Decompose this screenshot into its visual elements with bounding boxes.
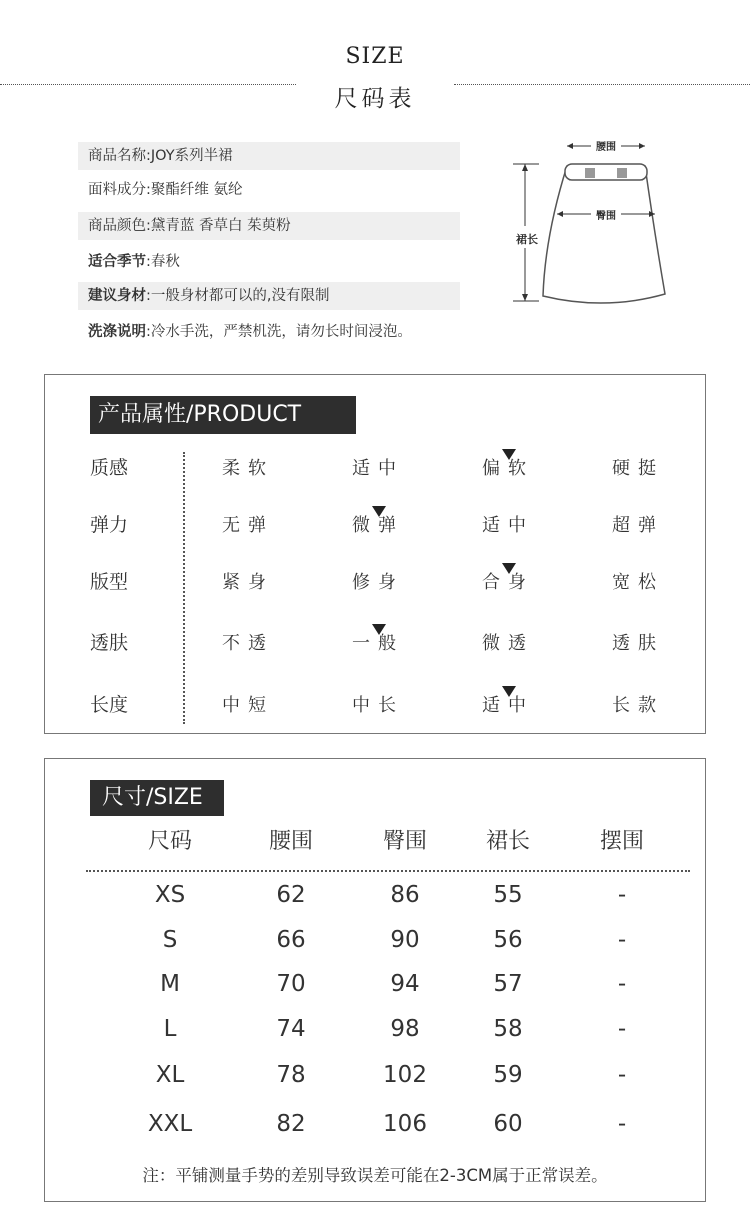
info-row: [78, 142, 460, 170]
table-cell: 86: [390, 882, 420, 908]
info-key: 面料成分: [88, 182, 146, 198]
attribute-option: 紧身: [222, 572, 274, 593]
info-value: JOY系列半裙: [150, 148, 233, 164]
table-cell: 62: [276, 882, 306, 908]
info-value: 聚酯纤维 氨纶: [150, 182, 243, 198]
selected-marker-icon: [502, 563, 516, 574]
info-row: [78, 176, 243, 204]
info-value: 一般身材都可以的,没有限制: [150, 288, 330, 304]
info-key: 洗涤说明: [88, 324, 146, 340]
info-row: [78, 248, 180, 276]
table-cell: -: [617, 882, 627, 908]
column-header: 尺码: [147, 829, 192, 854]
info-separator: :: [146, 218, 151, 234]
column-header: 裙长: [485, 829, 530, 854]
table-cell: XL: [155, 1062, 185, 1088]
attribute-label: 长度: [90, 694, 129, 716]
skirt-measurement-diagram: [505, 126, 675, 316]
attribute-option: 偏软: [482, 458, 534, 479]
length-label: 裙长: [516, 233, 538, 246]
attribute-label: 透肤: [90, 632, 129, 654]
info-value: 黛青蓝 香草白 茱萸粉: [150, 218, 291, 234]
table-cell: 90: [390, 927, 420, 953]
table-cell: 94: [390, 971, 420, 997]
info-value: 春秋: [150, 254, 180, 270]
table-cell: 55: [493, 882, 523, 908]
info-key: 适合季节: [88, 254, 146, 270]
attribute-option: 长款: [612, 695, 664, 716]
table-cell: -: [617, 1062, 627, 1088]
table-cell: 60: [493, 1111, 523, 1137]
product-attributes-title: 产品属性/PRODUCT: [90, 396, 356, 434]
attribute-option: 中短: [222, 695, 274, 716]
attributes-divider: [183, 452, 185, 724]
info-key: 建议身材: [88, 288, 146, 304]
attribute-option: 超弹: [612, 515, 664, 536]
table-cell: S: [162, 927, 178, 953]
table-cell: 56: [493, 927, 523, 953]
attribute-option: 一般: [352, 633, 404, 654]
attribute-option: 透肤: [612, 633, 664, 654]
info-separator: :: [146, 324, 151, 340]
attribute-option: 修身: [352, 572, 404, 593]
column-header: 摆围: [599, 829, 644, 854]
attribute-option: 适中: [482, 515, 534, 536]
info-row: [78, 212, 460, 240]
table-cell: L: [163, 1016, 177, 1042]
attribute-option: 适中: [482, 695, 534, 716]
attribute-option: 宽松: [612, 572, 664, 593]
selected-marker-icon: [372, 624, 386, 635]
attribute-label: 版型: [90, 571, 129, 593]
skirt-illustration: [505, 126, 675, 316]
info-row: [78, 318, 412, 346]
table-cell: 82: [276, 1111, 306, 1137]
attribute-option: 硬挺: [612, 458, 664, 479]
table-cell: 57: [493, 971, 523, 997]
info-key: 商品颜色: [88, 218, 146, 234]
table-cell: 106: [383, 1111, 427, 1137]
table-cell: 78: [276, 1062, 306, 1088]
attribute-label: 弹力: [90, 514, 129, 536]
attribute-option: 不透: [222, 633, 274, 654]
table-cell: 70: [276, 971, 306, 997]
info-separator: :: [146, 288, 151, 304]
column-header: 腰围: [268, 829, 313, 854]
hip-label: 臀围: [596, 211, 616, 222]
attribute-option: 合身: [482, 572, 534, 593]
attribute-option: 微透: [482, 633, 534, 654]
size-table-divider: [86, 870, 690, 872]
info-separator: :: [146, 148, 151, 164]
info-separator: :: [146, 182, 151, 198]
measurement-note: 注：平铺测量手势的差别导致误差可能在2-3CM属于正常误差。: [142, 1166, 608, 1185]
info-row: [78, 282, 460, 310]
waist-label: 腰围: [596, 142, 616, 153]
attribute-option: 适中: [352, 458, 404, 479]
table-cell: M: [160, 971, 180, 997]
table-cell: 102: [383, 1062, 427, 1088]
selected-marker-icon: [372, 506, 386, 517]
info-value: 冷水手洗，严禁机洗，请勿长时间浸泡。: [150, 324, 412, 340]
table-cell: 66: [276, 927, 306, 953]
attribute-option: 中长: [352, 695, 404, 716]
attribute-option: 无弹: [222, 515, 274, 536]
table-cell: XXL: [147, 1111, 193, 1137]
selected-marker-icon: [502, 686, 516, 697]
column-header: 臀围: [382, 829, 427, 854]
page-title-en: SIZE: [345, 44, 405, 69]
table-cell: -: [617, 971, 627, 997]
table-cell: 58: [493, 1016, 523, 1042]
page-title-cn: 尺码表: [334, 86, 416, 112]
attribute-label: 质感: [90, 457, 129, 479]
table-cell: 59: [493, 1062, 523, 1088]
attribute-option: 柔软: [222, 458, 274, 479]
table-cell: -: [617, 1016, 627, 1042]
selected-marker-icon: [502, 449, 516, 460]
info-key: 商品名称: [88, 148, 146, 164]
size-table-title: 尺寸/SIZE: [90, 780, 224, 816]
table-cell: 98: [390, 1016, 420, 1042]
table-cell: -: [617, 1111, 627, 1137]
attribute-option: 微弹: [352, 515, 404, 536]
table-cell: 74: [276, 1016, 306, 1042]
info-separator: :: [146, 254, 151, 270]
table-cell: XS: [154, 882, 186, 908]
table-cell: -: [617, 927, 627, 953]
